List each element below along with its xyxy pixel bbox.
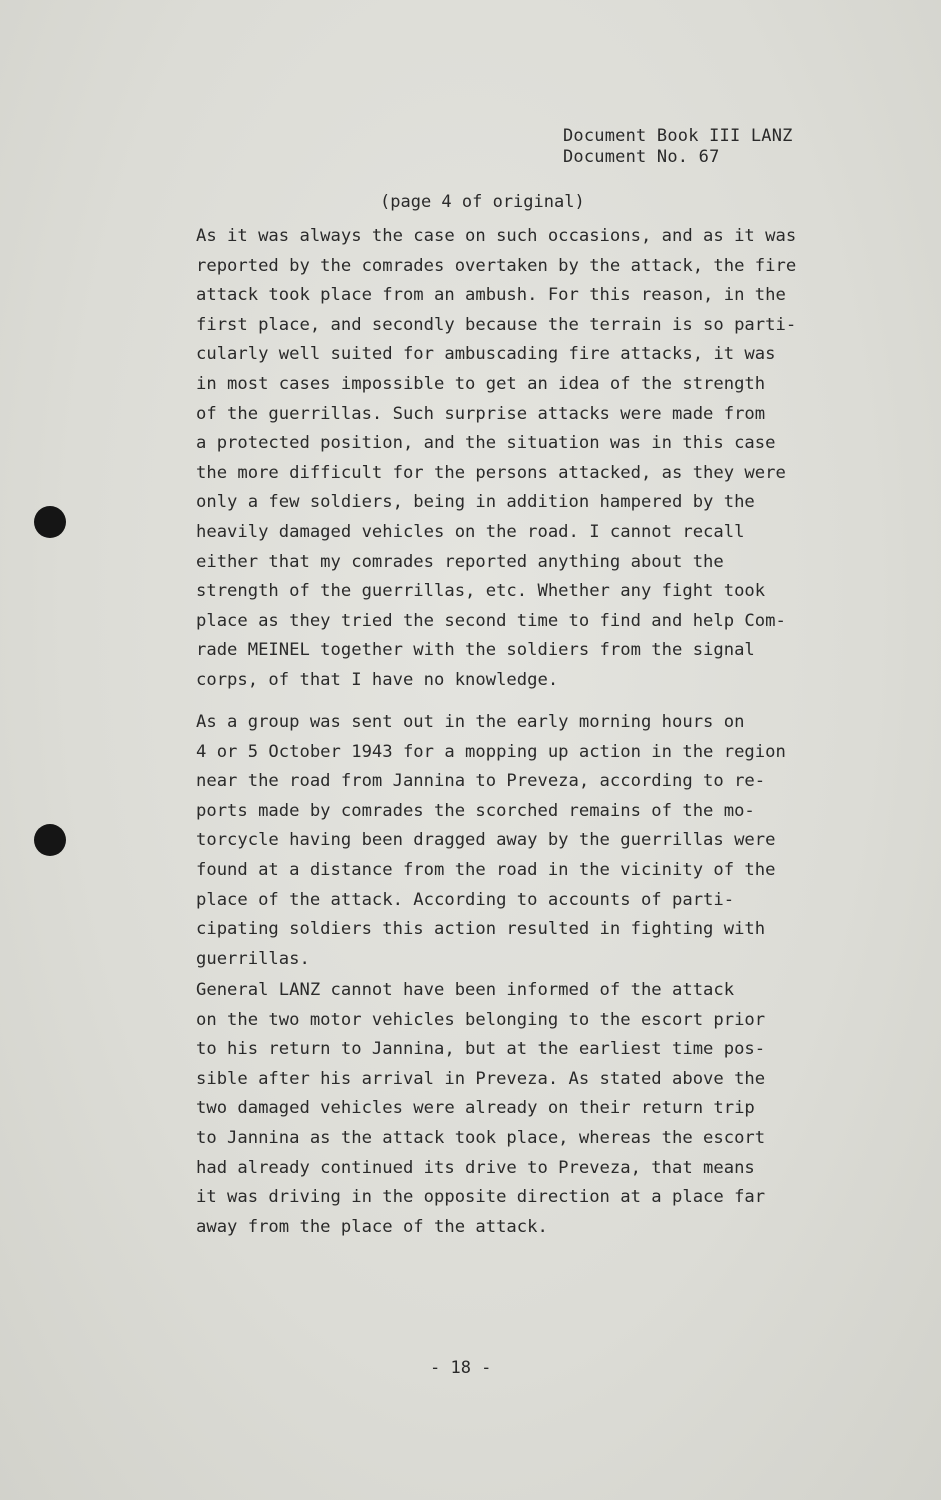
text-line: ports made by comrades the scorched remains of the mo-	[196, 800, 755, 821]
text-line: to Jannina as the attack took place, whereas the escort	[196, 1127, 766, 1148]
text-line: sible after his arrival in Preveza. As stated above the	[196, 1068, 766, 1089]
text-line: only a few soldiers, being in addition hampered by the	[196, 492, 755, 513]
text-line: to his return to Jannina, but at the earliest time pos-	[196, 1039, 766, 1060]
text-line: on the two motor vehicles belonging to the escort prior	[196, 1009, 766, 1030]
text-line: cipating soldiers this action resulted in fighting with	[196, 919, 766, 940]
text-line: corps, of that I have no knowledge.	[196, 669, 559, 690]
text-line: General LANZ cannot have been informed of the attack	[196, 980, 735, 1000]
punch-hole-bottom	[34, 824, 66, 856]
text-line: either that my comrades reported anything about the	[196, 551, 724, 572]
text-line: it was driving in the opposite direction at a place far	[196, 1187, 766, 1208]
text-line: two damaged vehicles were already on their return trip	[196, 1098, 755, 1119]
punch-hole-top	[34, 506, 66, 538]
text-line: of the guerrillas. Such surprise attacks were made from	[196, 403, 766, 424]
text-line: As it was always the case on such occasions, and as it was	[196, 226, 797, 246]
text-line: away from the place of the attack.	[196, 1216, 548, 1237]
text-line: place of the attack. According to accounts of parti-	[196, 889, 735, 910]
text-line: As a group was sent out in the early morning hours on	[196, 712, 745, 732]
text-line: the more difficult for the persons attacked, as they were	[196, 462, 786, 483]
text-line: 4 or 5 October 1943 for a mopping up action in the region	[196, 741, 786, 762]
paragraph-1	[196, 222, 866, 696]
text-line: in most cases impossible to get an idea of the strength	[196, 373, 766, 394]
text-line: found at a distance from the road in the vicinity of the	[196, 859, 776, 880]
text-line: had already continued its drive to Preveza, that means	[196, 1157, 755, 1178]
text-line: heavily damaged vehicles on the road. I cannot recall	[196, 521, 745, 542]
document-book-line: Document Book III LANZ	[563, 126, 793, 146]
text-line: guerrillas.	[196, 948, 310, 969]
text-line: place as they tried the second time to find and help Com-	[196, 610, 786, 631]
text-line: reported by the comrades overtaken by the attack, the fire	[196, 255, 797, 276]
text-line: a protected position, and the situation was in this case	[196, 433, 776, 454]
text-line: near the road from Jannina to Preveza, according to re-	[196, 771, 766, 792]
original-page-reference: (page 4 of original)	[380, 192, 585, 212]
paragraph-3	[196, 976, 866, 1242]
document-number-line: Document No. 67	[563, 147, 720, 167]
text-line: cularly well suited for ambuscading fire attacks, it was	[196, 344, 776, 365]
document-header	[563, 126, 793, 168]
text-line: strength of the guerrillas, etc. Whether any fight took	[196, 581, 766, 602]
paragraph-2	[196, 708, 866, 974]
text-line: attack took place from an ambush. For this reason, in the	[196, 285, 786, 306]
text-line: torcycle having been dragged away by the guerrillas were	[196, 830, 776, 851]
page-number: - 18 -	[430, 1358, 492, 1378]
text-line: first place, and secondly because the terrain is so parti-	[196, 314, 797, 335]
text-line: rade MEINEL together with the soldiers from the signal	[196, 640, 755, 661]
